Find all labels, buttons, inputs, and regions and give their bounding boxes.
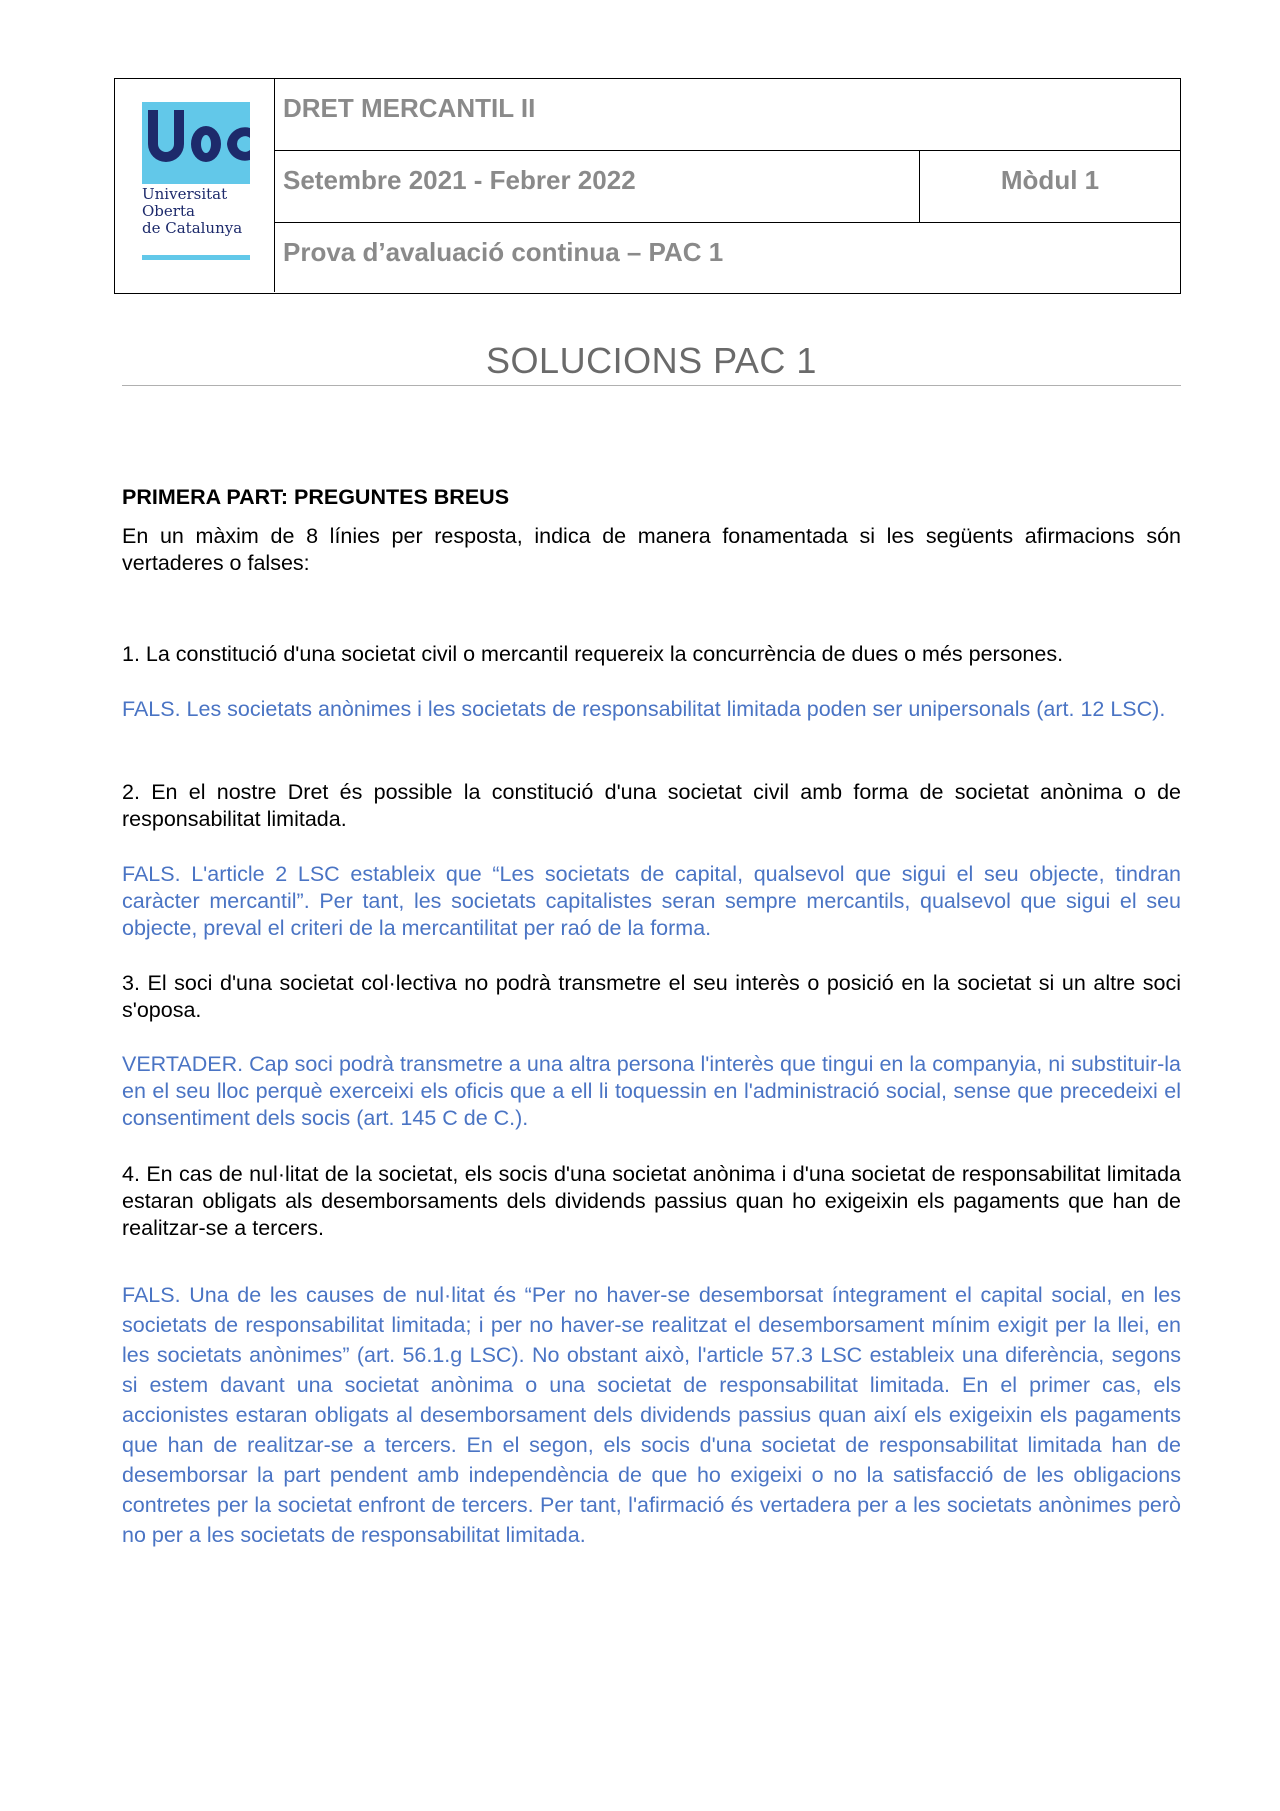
uoc-logo-text (142, 186, 252, 237)
exam-name-cell (275, 223, 1180, 293)
course-name-cell (275, 79, 1180, 151)
semester: Setembre 2021 - Febrer 2022 (283, 165, 636, 195)
header-table (114, 78, 1181, 294)
question-4-statement: 4. En cas de nul·litat de la societat, els socis d'una societat anònima i d'una societat de responsabilitat limitada estaran obligats als desemborsaments dels dividends passius quan ho exigeixin els pagaments que han de realitzar-se a tercers. (122, 1162, 1181, 1240)
module-cell (919, 151, 1180, 222)
question-2-answer: FALS. L'article 2 LSC estableix que “Les societats de capital, qualsevol que sigui el seu objecte, tindran caràcter mercantil”. Per tant, les societats capitalistes seran sempre mercantils, qualsevol que sigui el seu objecte, preval el criteri de la mercantilitat per raó de la forma. (122, 862, 1181, 940)
question-4-answer: FALS. Una de les causes de nul·litat és “Per no haver-se desemborsat íntegrament el capital social, en les societats de responsabilitat limitada; i per no haver-se realitzat el desemborsament mínim exigit per la llei, en les societats anònimes” (art. 56.1.g LSC). No obstant això, l'article 57.3 LSC estableix una diferència, segons si estem davant una societat anònima o una societat de responsabilitat limitada. En el primer cas, els accionistes estaran obligats al desemborsament dels dividends passius quan així els exigeixin els pagaments que han de realitzar-se a tercers. En el segon, els socis d'una societat de responsabilitat limitada han de desemborsar la part pendent amb independència de que ho exigeixi o no la satisfacció de les obligacions contretes per la societat enfront de tercers. Per tant, l'afirmació és vertadera per a les societats anònimes però no per a les societats de responsabilitat limitada. (122, 1283, 1181, 1547)
logo-line-1: Universitat (142, 185, 228, 203)
question-1-answer: FALS. Les societats anònimes i les societats de responsabilitat limitada poden ser unipersonals (art. 12 LSC). (122, 697, 1166, 721)
logo-line-3: de Catalunya (142, 219, 243, 237)
section-heading: PRIMERA PART: PREGUNTES BREUS (122, 485, 510, 509)
section-instructions: En un màxim de 8 línies per resposta, indica de manera fonamentada si les següents afirmacions són vertaderes o falses: (122, 524, 1181, 575)
course-name: DRET MERCANTIL II (283, 93, 536, 123)
question-1-statement: 1. La constitució d'una societat civil o mercantil requereix la concurrència de dues o més persones. (122, 642, 1064, 666)
uoc-logo-mark (142, 102, 250, 184)
title-divider (122, 385, 1181, 386)
document-title: SOLUCIONS PAC 1 (486, 340, 817, 381)
question-2-statement: 2. En el nostre Dret és possible la constitució d'una societat civil amb forma de societat anònima o de responsabilitat limitada. (122, 780, 1181, 831)
question-3-answer: VERTADER. Cap soci podrà transmetre a una altra persona l'interès que tingui en la companyia, ni substituir-la en el seu lloc perquè exerceixi els oficis que a ell li toquessin en l'administració social, sense que precedeixi el consentiment dels socis (art. 145 C de C.). (122, 1052, 1181, 1130)
logo-underline-bar (142, 255, 250, 260)
semester-row (275, 151, 1180, 223)
logo-line-2: Oberta (142, 202, 195, 220)
logo-cell (115, 79, 275, 292)
question-3-statement: 3. El soci d'una societat col·lectiva no podrà transmetre el seu interès o posició en la societat si un altre soci s'oposa. (122, 971, 1181, 1022)
module-label: Mòdul 1 (1000, 165, 1100, 195)
exam-name: Prova d’avaluació continua – PAC 1 (283, 237, 724, 267)
uoc-logo (142, 102, 252, 262)
